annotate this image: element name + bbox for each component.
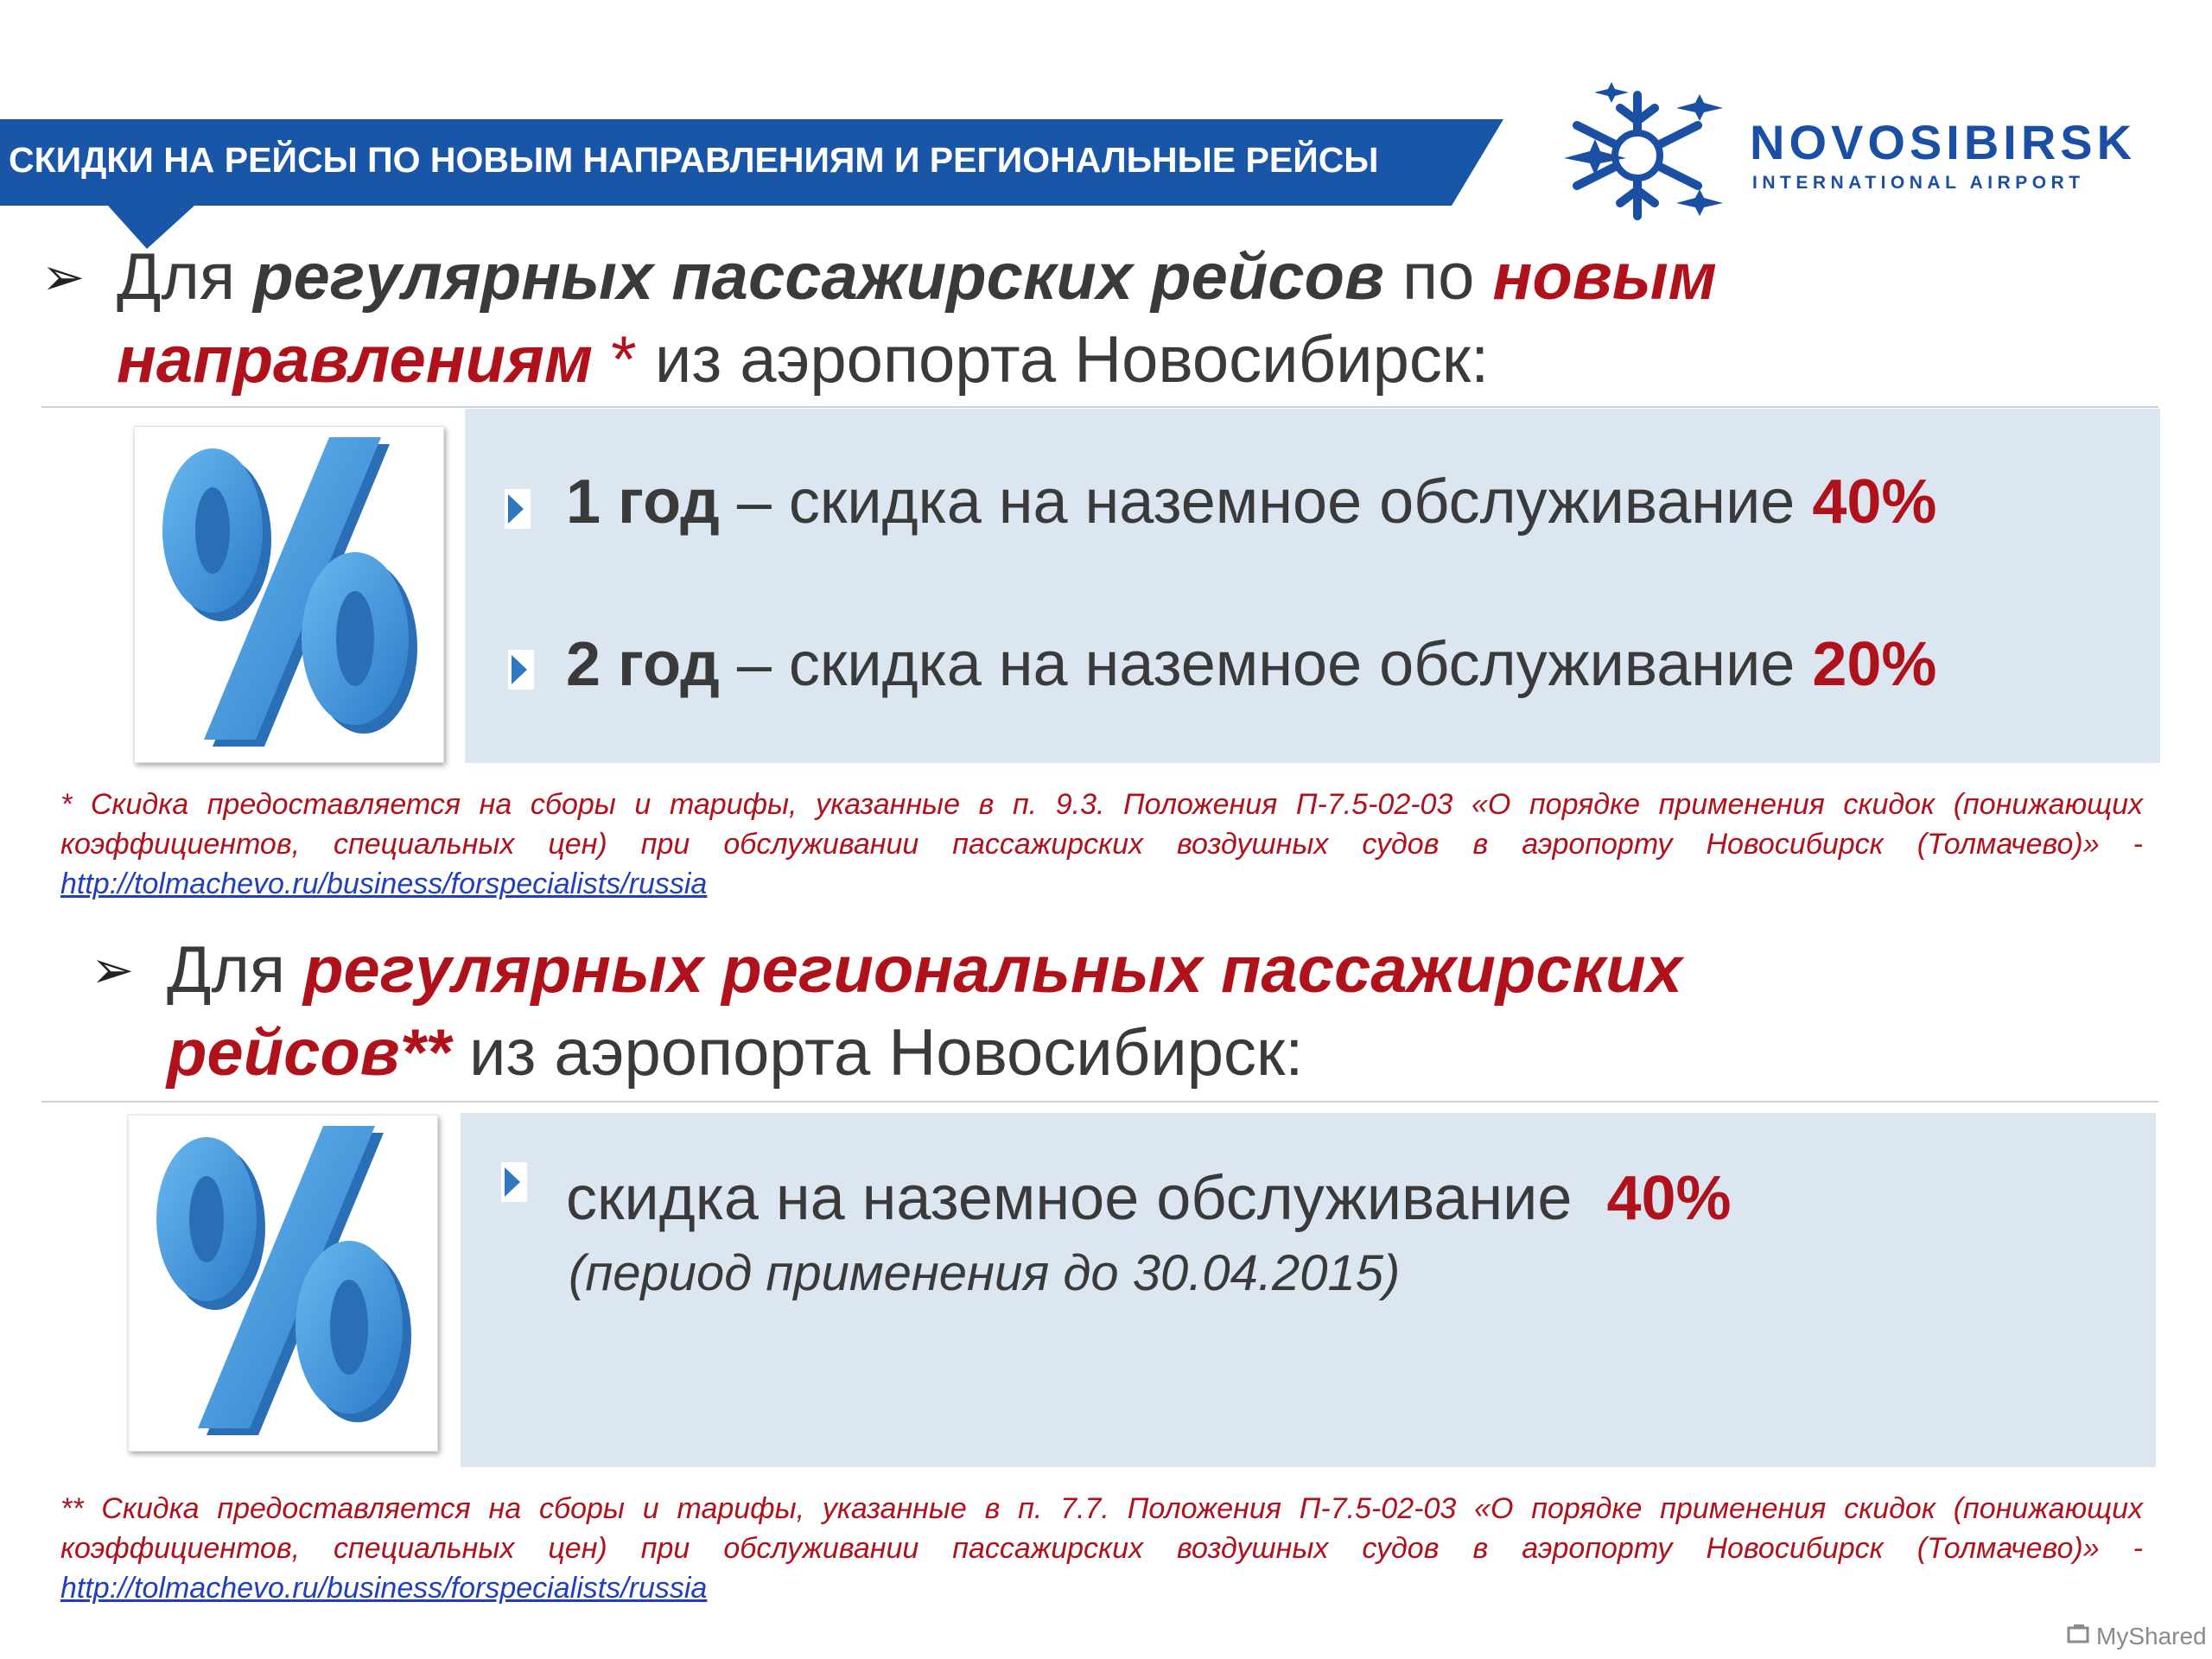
discount-panel-1 — [465, 409, 2160, 763]
percent-icon — [129, 1116, 437, 1451]
snowflake-airplanes-icon — [1547, 82, 1728, 229]
heading-emphasis: регулярных пассажирских рейсов — [253, 240, 1384, 314]
heading-text: по — [1383, 240, 1493, 314]
footnote-2 — [60, 1489, 2143, 1608]
discount-text: скидка на наземное обслуживание — [566, 1164, 1607, 1233]
discount-year2 — [566, 629, 1936, 700]
divider — [41, 1101, 2158, 1103]
bullet-triangle-icon — [505, 489, 531, 529]
heading-text: Для — [167, 933, 304, 1007]
percent-icon — [135, 427, 443, 762]
heading-arrow-icon: ➢ — [91, 941, 135, 999]
percent-image — [134, 426, 444, 763]
footnote-1 — [60, 785, 2143, 904]
divider — [41, 406, 2158, 408]
percent-image — [128, 1115, 438, 1452]
footnote-text: ** Скидка предоставляется на сборы и тарифы, указанные в п. 7.7. Положения П-7.5-02-03 «О порядке применения скидок (понижающих коэффициентов, специальных цен) при обслуживании пассажирских воздушных судов в аэропорту Новосибирск (Толмачево)» - — [60, 1492, 2143, 1565]
logo-subtitle: INTERNATIONAL AIRPORT — [1752, 173, 2085, 193]
section1-heading — [117, 236, 2018, 402]
discount-value: 20% — [1812, 630, 1937, 699]
footnote-text: * Скидка предоставляется на сборы и тарифы, указанные в п. 9.3. Положения П-7.5-02-03 «О порядке применения скидок (понижающих коэффициентов, специальных цен) при обслуживании пассажирских воздушных судов в аэропорту Новосибирск (Толмачево)» - — [60, 788, 2143, 861]
footnote-link[interactable]: http://tolmachevo.ru/business/forspecialists/russia — [60, 1572, 708, 1605]
regional-discount — [566, 1163, 1732, 1234]
year-label: 2 год — [566, 630, 720, 699]
watermark: MyShared — [2096, 1623, 2207, 1649]
heading-emphasis-red: регулярных региональных пассажирских рейсов** — [167, 933, 1682, 1090]
heading-arrow-icon: ➢ — [41, 248, 86, 306]
heading-text: Для — [117, 240, 254, 314]
section2-heading — [167, 929, 2068, 1095]
discount-value: 40% — [1812, 467, 1937, 537]
heading-text: из аэропорта Новосибирск: — [450, 1016, 1304, 1090]
discount-value: 40% — [1606, 1164, 1732, 1233]
heading-asterisk: * — [593, 323, 655, 397]
discount-year1 — [566, 467, 1936, 537]
logo-title: NOVOSIBIRSK — [1750, 115, 2137, 169]
heading-text: из аэропорта Новосибирск: — [654, 323, 1490, 397]
discount-text: – скидка на наземное обслуживание — [719, 630, 1813, 699]
myshared-logo-icon — [2067, 1623, 2091, 1647]
header-banner-title: СКИДКИ НА РЕЙСЫ ПО НОВЫМ НАПРАВЛЕНИЯМ И РЕГИОНАЛЬНЫЕ РЕЙСЫ — [9, 140, 1379, 180]
heading-emphasis-red: новым направлениям — [117, 240, 1717, 397]
bullet-triangle-icon — [508, 650, 534, 690]
footnote-link[interactable]: http://tolmachevo.ru/business/forspecialists/russia — [60, 868, 708, 900]
header-banner — [0, 119, 1503, 249]
discount-period-note: (период применения до 30.04.2015) — [569, 1245, 1401, 1301]
discount-text: – скидка на наземное обслуживание — [719, 467, 1813, 537]
year-label: 1 год — [566, 467, 720, 537]
bullet-triangle-icon — [501, 1162, 527, 1202]
